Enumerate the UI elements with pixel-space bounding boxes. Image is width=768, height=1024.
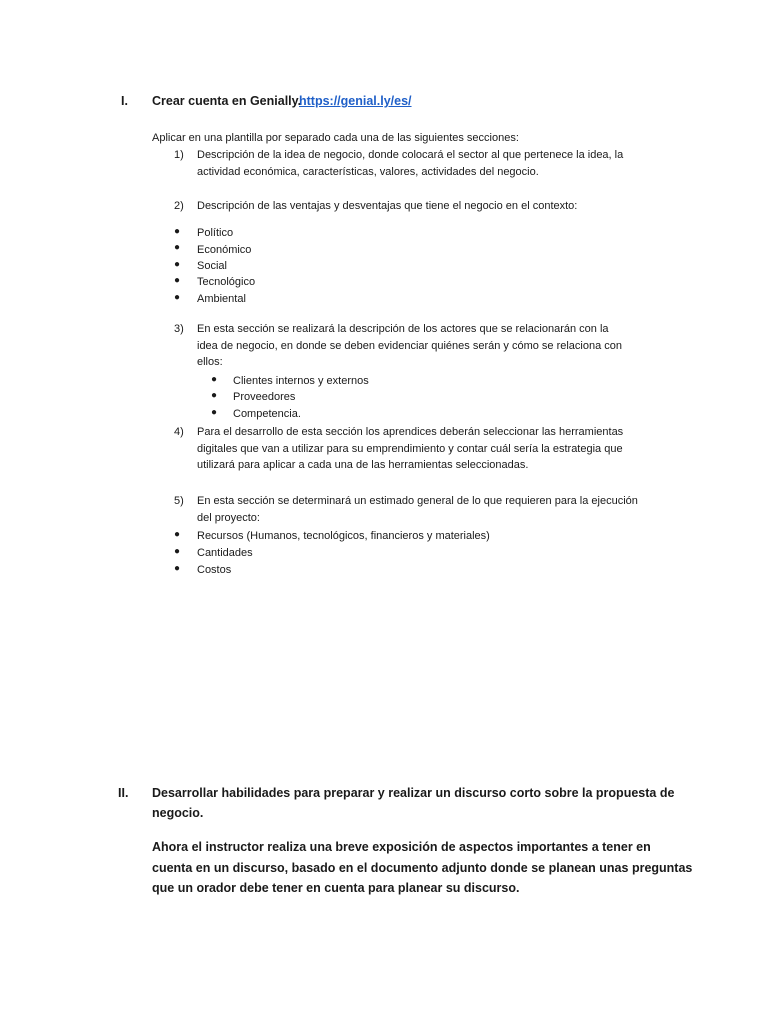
item-1-number: 1) <box>174 149 184 161</box>
actor-item: Proveedores <box>233 391 296 403</box>
bullet-icon: ● <box>174 529 181 540</box>
context-item: Tecnológico <box>197 276 256 288</box>
bullet-icon: ● <box>174 242 181 253</box>
section-1-heading: Crear cuenta en Genially. <box>152 94 302 108</box>
item-4-line-3: utilizará para aplicar a cada una de las herramientas seleccionadas. <box>197 459 529 471</box>
item-5-line-2: del proyecto: <box>197 512 260 524</box>
section-1-intro: Aplicar en una plantilla por separado cada una de las siguientes secciones: <box>152 132 519 144</box>
item-5-line-1: En esta sección se determinará un estimado general de lo que requieren para la ejecución <box>197 495 638 507</box>
actor-item: Competencia. <box>233 408 301 420</box>
item-2-line-1: Descripción de las ventajas y desventajas que tiene el negocio en el contexto: <box>197 200 578 212</box>
item-3-line-2: idea de negocio, en donde se deben evidenciar quiénes serán y cómo se relaciona con <box>197 340 623 352</box>
item-1-line-2: actividad económica, características, valores, actividades del negocio. <box>197 166 539 178</box>
section-2-paragraph-line-2: cuenta en un discurso, basado en el documento adjunto donde se planean unas preguntas <box>152 861 693 875</box>
bullet-icon: ● <box>174 292 181 303</box>
section-2-heading-line-1: Desarrollar habilidades para preparar y realizar un discurso corto sobre la propuesta de <box>152 786 675 800</box>
bullet-icon: ● <box>211 390 218 401</box>
section-2-paragraph-line-3: que un orador debe tener en cuenta para planear su discurso. <box>152 881 520 895</box>
item-3-line-3: ellos: <box>197 356 223 368</box>
resource-item: Recursos (Humanos, tecnológicos, financieros y materiales) <box>197 530 490 542</box>
item-3-line-1: En esta sección se realizará la descripción de los actores que se relacionarán con la <box>197 323 609 335</box>
item-1-line-1: Descripción de la idea de negocio, donde colocará el sector al que pertenece la idea, la <box>197 149 624 161</box>
item-3-number: 3) <box>174 323 184 335</box>
context-item: Social <box>197 260 227 272</box>
item-5-number: 5) <box>174 495 184 507</box>
bullet-icon: ● <box>211 374 218 385</box>
resource-item: Costos <box>197 564 232 576</box>
bullet-icon: ● <box>174 226 181 237</box>
item-4-number: 4) <box>174 426 184 438</box>
genially-link[interactable]: https://genial.ly/es/ <box>299 94 412 108</box>
actor-item: Clientes internos y externos <box>233 375 369 387</box>
section-1-numeral: I. <box>121 94 128 108</box>
bullet-icon: ● <box>174 275 181 286</box>
item-4-line-2: digitales que van a utilizar para su emprendimiento y contar cuál sería la estrategia que <box>197 443 623 455</box>
resource-item: Cantidades <box>197 547 253 559</box>
section-2-paragraph-line-1: Ahora el instructor realiza una breve exposición de aspectos importantes a tener en <box>152 840 651 854</box>
context-item: Político <box>197 227 234 239</box>
item-2-number: 2) <box>174 200 184 212</box>
bullet-icon: ● <box>174 259 181 270</box>
context-item: Económico <box>197 244 252 256</box>
bullet-icon: ● <box>174 563 181 574</box>
bullet-icon: ● <box>174 546 181 557</box>
context-item: Ambiental <box>197 293 246 305</box>
bullet-icon: ● <box>211 407 218 418</box>
section-2-numeral: II. <box>118 786 129 800</box>
section-2-heading-line-2: negocio. <box>152 806 204 820</box>
item-4-line-1: Para el desarrollo de esta sección los aprendices deberán seleccionar las herramientas <box>197 426 624 438</box>
